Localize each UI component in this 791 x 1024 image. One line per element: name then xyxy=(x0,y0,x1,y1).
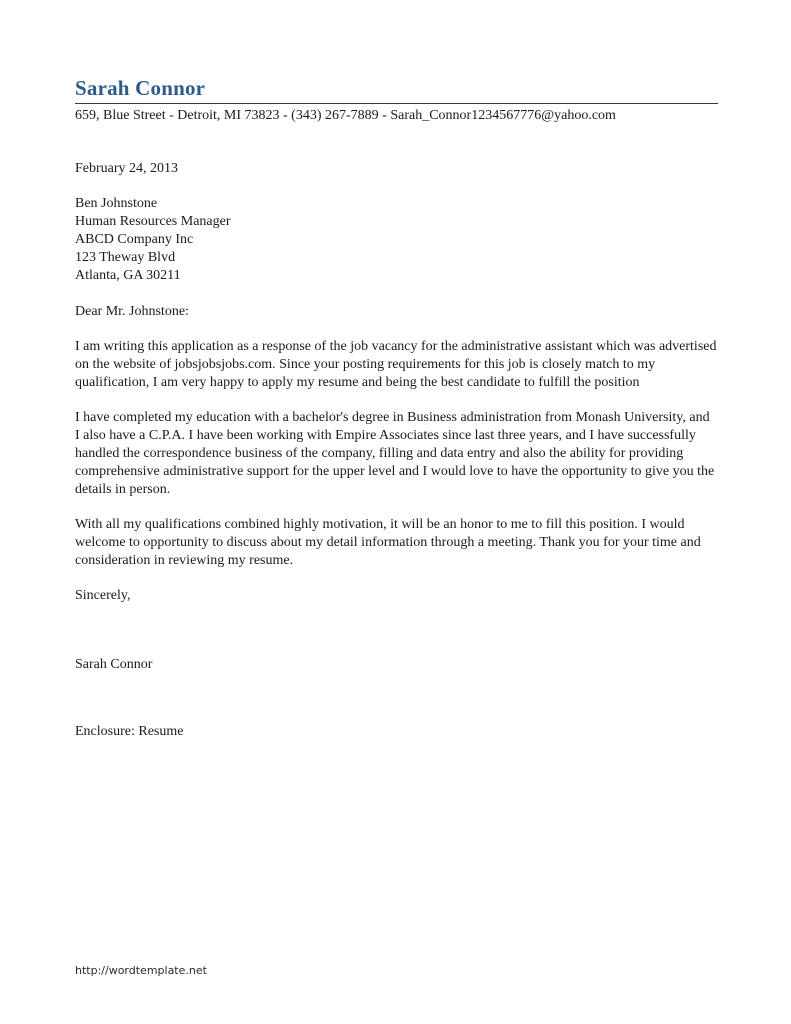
recipient-title: Human Resources Manager xyxy=(75,214,231,229)
body-paragraph-1: I am writing this application as a response of the job vacancy for the administrative assistant which was advertised on the website of jobsjobsjobs.com. Since your posting requirements for this job is closely match to my qualification, I am very happy to apply my resume and being the best candidate to fulfill the position xyxy=(75,339,717,390)
letterhead xyxy=(75,76,717,125)
date-line: February 24, 2013 xyxy=(75,161,179,176)
enclosure-line: Enclosure: Resume xyxy=(75,724,184,739)
contact-line: 659, Blue Street - Detroit, MI 73823 - (343) 267-7889 - Sarah_Connor1234567776@yahoo.com xyxy=(75,108,616,123)
recipient-company: ABCD Company Inc xyxy=(75,232,194,247)
recipient-name: Ben Johnstone xyxy=(75,196,158,211)
letterhead-rule xyxy=(75,103,718,104)
signature-name: Sarah Connor xyxy=(75,657,153,672)
body-paragraph-3: With all my qualifications combined highly motivation, it will be an honor to me to fill this position. I would welcome to opportunity to discuss about my detail information through a meeting. Thank you for your time and consideration in reviewing my resume. xyxy=(75,517,701,568)
footer-url: http://wordtemplate.net xyxy=(75,964,207,977)
letterhead-name: Sarah Connor xyxy=(75,76,206,100)
recipient-street: 123 Theway Blvd xyxy=(75,250,176,265)
closing: Sincerely, xyxy=(75,588,131,603)
recipient-city: Atlanta, GA 30211 xyxy=(75,268,181,283)
body-paragraph-2: I have completed my education with a bachelor's degree in Business administration from Monash University, and I also have a C.P.A. I have been working with Empire Associates since last three years, and I have successfully handled the correspondence business of the company, filling and data entry and also the ability for providing comprehensive administrative support for the upper level and I would love to have the opportunity to give you the details in person. xyxy=(75,410,715,497)
recipient-block xyxy=(75,195,717,285)
salutation: Dear Mr. Johnstone: xyxy=(75,304,189,319)
